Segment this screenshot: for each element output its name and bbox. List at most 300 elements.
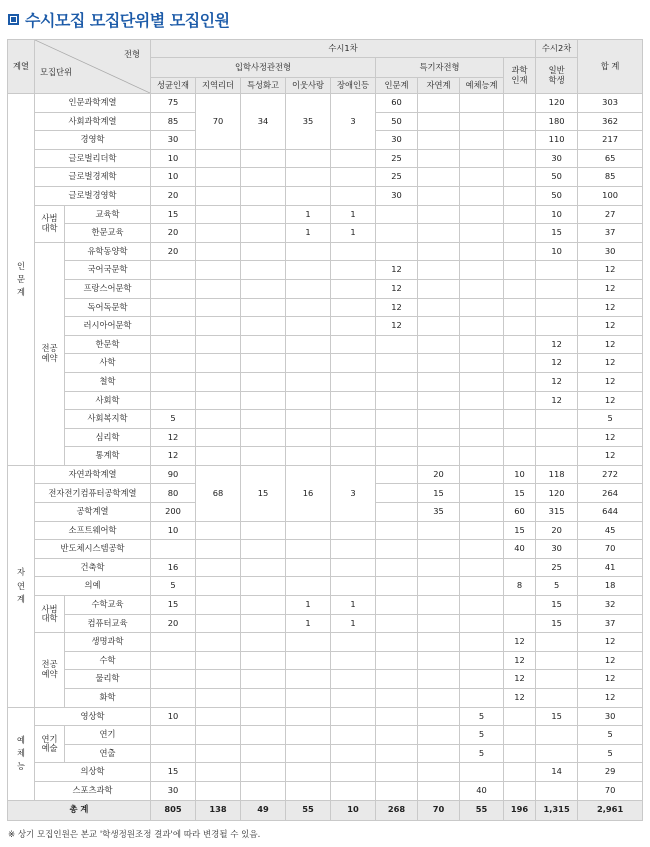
value-cell: 118 [536,465,578,484]
table-row [8,168,643,187]
value-cell [241,781,286,800]
unit-name: 철학 [65,372,151,391]
unit-name: 독어독문학 [65,298,151,317]
value-cell [376,651,418,670]
value-cell: 12 [578,317,643,336]
value-cell [241,447,286,466]
value-cell [376,354,418,373]
value-cell [504,261,536,280]
table-row [8,298,643,317]
value-cell [331,335,376,354]
value-cell [504,279,536,298]
value-cell: 10 [151,168,196,187]
value-cell [286,391,331,410]
unit-name: 글로벌리더학 [35,149,151,168]
value-cell: 15 [536,614,578,633]
value-cell: 12 [504,633,536,652]
value-cell [376,577,418,596]
value-cell [418,651,460,670]
table-row [8,224,643,243]
value-cell [418,335,460,354]
value-cell [241,261,286,280]
value-cell: 12 [504,651,536,670]
value-cell: 12 [376,317,418,336]
value-cell [460,614,504,633]
value-cell [196,428,241,447]
value-cell: 5 [578,726,643,745]
value-cell: 90 [151,465,196,484]
value-cell [286,428,331,447]
value-cell: 50 [536,186,578,205]
value-cell: 10 [151,521,196,540]
value-cell [460,670,504,689]
value-cell [241,372,286,391]
value-cell [286,354,331,373]
table-row [8,279,643,298]
value-cell [504,410,536,429]
total-row [8,800,643,820]
value-cell: 12 [578,298,643,317]
value-cell [196,335,241,354]
value-cell [504,335,536,354]
table-row [8,186,643,205]
unit-name: 경영학 [35,131,151,150]
value-cell: 272 [578,465,643,484]
value-cell: 75 [151,94,196,113]
value-cell: 1 [331,596,376,615]
header-diagonal [35,40,151,94]
table-row [8,410,643,429]
value-cell: 3 [331,465,376,521]
value-cell [241,298,286,317]
value-cell [196,186,241,205]
value-cell [196,744,241,763]
subgroup-jeongong: 전공 예약 [35,242,65,465]
value-cell [196,224,241,243]
value-cell [460,391,504,410]
value-cell [418,261,460,280]
value-cell [331,242,376,261]
unit-name: 러시아어문학 [65,317,151,336]
value-cell [418,614,460,633]
value-cell [536,744,578,763]
value-cell [504,94,536,113]
value-cell: 12 [376,261,418,280]
value-cell [241,670,286,689]
value-cell [460,651,504,670]
value-cell [418,521,460,540]
value-cell: 12 [536,391,578,410]
value-cell: 120 [536,94,578,113]
value-cell: 37 [578,224,643,243]
value-cell [196,410,241,429]
value-cell [418,689,460,708]
value-cell: 60 [376,94,418,113]
value-cell [196,670,241,689]
value-cell: 20 [151,614,196,633]
value-cell [504,354,536,373]
value-cell [331,670,376,689]
value-cell: 20 [536,521,578,540]
value-cell: 30 [151,781,196,800]
value-cell [504,447,536,466]
value-cell [331,726,376,745]
total-cell: 138 [196,800,241,820]
unit-name: 생명과학 [65,633,151,652]
value-cell [241,279,286,298]
value-cell: 12 [578,261,643,280]
value-cell [460,168,504,187]
value-cell: 10 [151,149,196,168]
value-cell [151,261,196,280]
value-cell: 12 [376,279,418,298]
col-header: 이웃사랑 [286,78,331,94]
value-cell: 30 [376,131,418,150]
value-cell [418,410,460,429]
value-cell: 15 [241,465,286,521]
header-hakjong: 입학사정관전형 [151,58,376,78]
value-cell [331,261,376,280]
value-cell: 12 [578,670,643,689]
value-cell: 1 [286,596,331,615]
value-cell [504,391,536,410]
table-row [8,149,643,168]
value-cell [376,689,418,708]
value-cell: 30 [578,707,643,726]
value-cell [376,744,418,763]
value-cell [460,112,504,131]
total-cell: 10 [331,800,376,820]
value-cell [241,689,286,708]
value-cell [460,540,504,559]
header-general: 일반 학생 [536,58,578,94]
value-cell: 217 [578,131,643,150]
value-cell: 25 [376,149,418,168]
value-cell: 200 [151,503,196,522]
value-cell [536,670,578,689]
value-cell [418,131,460,150]
header-group: 계열 [8,40,35,94]
value-cell: 12 [578,354,643,373]
value-cell: 35 [286,94,331,150]
value-cell [286,726,331,745]
value-cell [536,317,578,336]
col-header: 예체능계 [460,78,504,94]
table-row [8,707,643,726]
value-cell [536,428,578,447]
value-cell [504,131,536,150]
value-cell [418,149,460,168]
value-cell [331,633,376,652]
total-cell: 1,315 [536,800,578,820]
value-cell [286,335,331,354]
value-cell: 5 [460,744,504,763]
value-cell [504,596,536,615]
value-cell: 12 [151,428,196,447]
value-cell: 40 [460,781,504,800]
unit-name: 컴퓨터교육 [65,614,151,633]
value-cell [241,558,286,577]
value-cell [376,521,418,540]
unit-name: 사회과학계열 [35,112,151,131]
value-cell: 264 [578,484,643,503]
value-cell [460,428,504,447]
value-cell: 1 [331,224,376,243]
table-row [8,335,643,354]
table-row [8,651,643,670]
value-cell [418,354,460,373]
total-cell: 55 [286,800,331,820]
value-cell [196,242,241,261]
value-cell [536,279,578,298]
unit-name: 한문학 [65,335,151,354]
value-cell [196,391,241,410]
total-cell: 196 [504,800,536,820]
value-cell: 12 [578,651,643,670]
unit-name: 건축학 [35,558,151,577]
value-cell: 15 [536,707,578,726]
value-cell [151,391,196,410]
value-cell: 1 [331,614,376,633]
value-cell: 29 [578,763,643,782]
table-row [8,261,643,280]
table-row [8,763,643,782]
value-cell: 70 [578,540,643,559]
value-cell [331,298,376,317]
value-cell: 1 [286,224,331,243]
value-cell [151,540,196,559]
col-header: 지역리더 [196,78,241,94]
value-cell [286,186,331,205]
table-row [8,540,643,559]
value-cell [241,410,286,429]
value-cell [196,577,241,596]
value-cell [376,633,418,652]
value-cell [286,651,331,670]
value-cell: 41 [578,558,643,577]
value-cell: 50 [376,112,418,131]
unit-name: 수학교육 [65,596,151,615]
value-cell [151,689,196,708]
subgroup-sabeom: 사범 대학 [35,205,65,242]
value-cell [460,503,504,522]
table-row [8,428,643,447]
value-cell [241,391,286,410]
value-cell [418,726,460,745]
value-cell [286,744,331,763]
value-cell: 68 [196,465,241,521]
value-cell [376,428,418,447]
value-cell [286,317,331,336]
value-cell [376,726,418,745]
value-cell [460,633,504,652]
table-row [8,447,643,466]
value-cell [418,781,460,800]
value-cell: 80 [151,484,196,503]
value-cell: 303 [578,94,643,113]
value-cell [286,707,331,726]
subgroup-yeongi: 연기 예술 [35,726,65,763]
value-cell [331,391,376,410]
value-cell: 362 [578,112,643,131]
value-cell [286,521,331,540]
value-cell [331,577,376,596]
value-cell [196,558,241,577]
unit-name: 한문교육 [65,224,151,243]
value-cell [418,205,460,224]
value-cell: 1 [286,614,331,633]
value-cell [286,577,331,596]
value-cell [241,521,286,540]
value-cell: 20 [151,186,196,205]
unit-name: 공학계열 [35,503,151,522]
value-cell: 12 [578,689,643,708]
value-cell: 12 [536,335,578,354]
value-cell [331,149,376,168]
value-cell [418,94,460,113]
table-row [8,577,643,596]
table-row [8,465,643,484]
value-cell [504,707,536,726]
value-cell: 315 [536,503,578,522]
value-cell [331,781,376,800]
value-cell: 16 [151,558,196,577]
value-cell [418,298,460,317]
value-cell [196,298,241,317]
header-unit: 모집단위 [40,67,73,77]
value-cell: 60 [504,503,536,522]
value-cell [460,94,504,113]
value-cell: 12 [504,670,536,689]
value-cell [418,428,460,447]
value-cell: 10 [536,242,578,261]
value-cell [241,354,286,373]
value-cell [241,242,286,261]
value-cell: 12 [578,335,643,354]
value-cell: 15 [536,596,578,615]
value-cell [241,596,286,615]
table-row [8,372,643,391]
value-cell [331,558,376,577]
value-cell [460,186,504,205]
value-cell [331,279,376,298]
total-cell: 49 [241,800,286,820]
value-cell: 35 [418,503,460,522]
value-cell [241,540,286,559]
value-cell [331,428,376,447]
value-cell [376,763,418,782]
value-cell [196,540,241,559]
value-cell: 65 [578,149,643,168]
value-cell: 18 [578,577,643,596]
value-cell: 5 [578,744,643,763]
value-cell [504,726,536,745]
value-cell: 20 [151,242,196,261]
table-row [8,614,643,633]
unit-name: 전자전기컴퓨터공학계열 [35,484,151,503]
value-cell [331,447,376,466]
value-cell [196,726,241,745]
table-row [8,354,643,373]
total-label: 총 계 [8,800,151,820]
value-cell: 30 [536,149,578,168]
table-row [8,205,643,224]
value-cell [196,447,241,466]
value-cell [504,205,536,224]
value-cell [151,335,196,354]
value-cell [196,205,241,224]
value-cell: 12 [578,279,643,298]
value-cell [504,317,536,336]
value-cell: 30 [578,242,643,261]
value-cell [151,317,196,336]
value-cell [241,614,286,633]
value-cell [376,410,418,429]
value-cell: 5 [151,577,196,596]
value-cell [151,354,196,373]
value-cell [151,372,196,391]
unit-name: 의상학 [35,763,151,782]
value-cell [376,224,418,243]
admissions-table [7,39,643,821]
value-cell [460,298,504,317]
value-cell: 12 [578,428,643,447]
value-cell [196,633,241,652]
value-cell [286,410,331,429]
value-cell [151,279,196,298]
value-cell [504,763,536,782]
value-cell [196,149,241,168]
value-cell [196,372,241,391]
value-cell: 45 [578,521,643,540]
unit-name: 자연과학계열 [35,465,151,484]
value-cell [418,670,460,689]
value-cell [536,410,578,429]
value-cell [241,726,286,745]
value-cell: 34 [241,94,286,150]
value-cell: 50 [536,168,578,187]
value-cell [418,279,460,298]
value-cell [460,372,504,391]
value-cell [460,317,504,336]
value-cell: 12 [504,689,536,708]
value-cell: 12 [578,391,643,410]
value-cell [286,149,331,168]
value-cell [418,186,460,205]
value-cell: 1 [286,205,331,224]
value-cell [504,186,536,205]
value-cell [376,447,418,466]
value-cell [241,224,286,243]
value-cell [460,763,504,782]
value-cell: 25 [376,168,418,187]
col-header: 인문계 [376,78,418,94]
value-cell [196,521,241,540]
unit-name: 연출 [65,744,151,763]
value-cell [286,242,331,261]
value-cell: 85 [578,168,643,187]
value-cell [286,261,331,280]
value-cell [460,596,504,615]
value-cell [196,707,241,726]
value-cell: 12 [578,633,643,652]
value-cell [286,763,331,782]
value-cell: 30 [536,540,578,559]
value-cell [376,707,418,726]
table-row [8,670,643,689]
unit-name: 영상학 [35,707,151,726]
value-cell: 40 [504,540,536,559]
